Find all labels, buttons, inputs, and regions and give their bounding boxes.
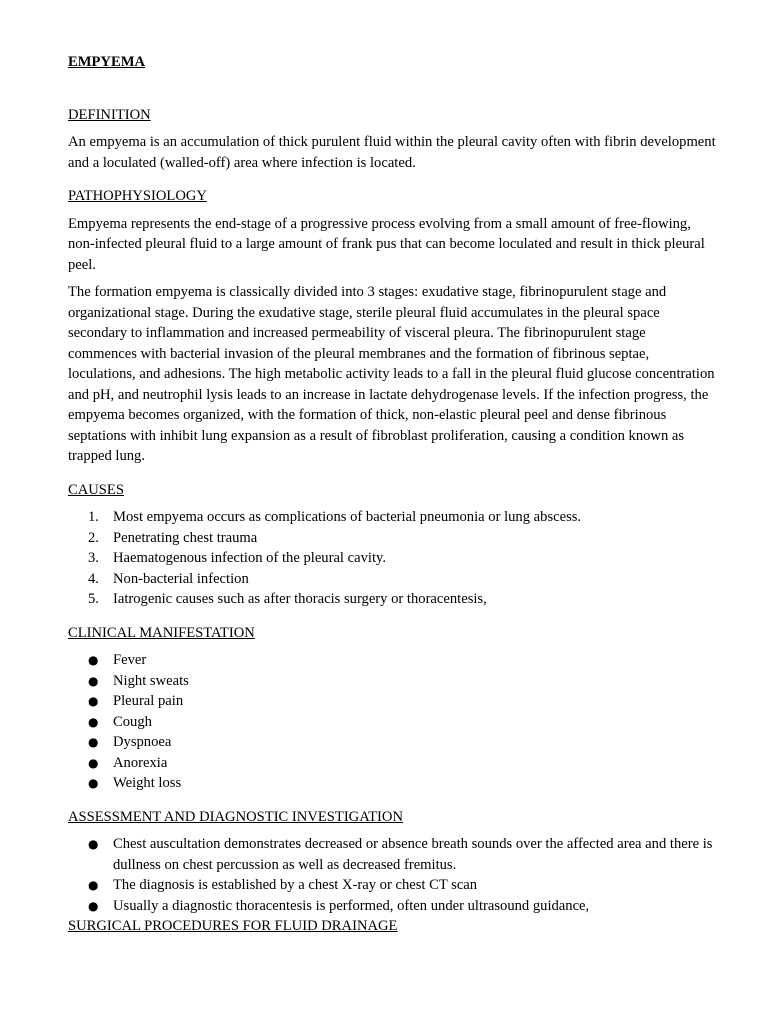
list-item bbox=[68, 671, 716, 692]
list-item-text: Penetrating chest trauma bbox=[113, 529, 258, 546]
list-item bbox=[68, 712, 716, 733]
list-item bbox=[68, 691, 716, 712]
list-item-text: Chest auscultation demonstrates decreased or absence breath sounds over the affected area and there is dullness on chest percussion as well as decreased fremitus. bbox=[113, 836, 713, 873]
bullet-icon: ● bbox=[88, 898, 99, 913]
list-item-text: Haematogenous infection of the pleural cavity. bbox=[113, 550, 386, 566]
list-item bbox=[68, 528, 716, 549]
pathophysiology-paragraph: Empyema represents the end-stage of a progressive process evolving from a small amount of free-flowing, non-infected pleural fluid to a large amount of frank pus that can become loculated and result in thick pleural peel. bbox=[68, 215, 705, 273]
pathophysiology-section bbox=[68, 186, 716, 467]
document-page bbox=[68, 52, 716, 944]
list-item-text: Fever bbox=[113, 652, 147, 668]
list-item bbox=[68, 569, 716, 590]
bullet-icon: ● bbox=[88, 653, 99, 667]
list-item-text: Night sweats bbox=[113, 672, 189, 689]
assessment-section bbox=[68, 807, 716, 917]
list-number: 3. bbox=[88, 550, 99, 566]
bullet-icon: ● bbox=[88, 714, 99, 729]
list-number: 5. bbox=[88, 591, 99, 607]
list-item bbox=[68, 834, 716, 875]
list-item bbox=[68, 896, 716, 917]
list-item-text: Dyspnoea bbox=[113, 734, 172, 750]
assessment-heading: ASSESSMENT AND DIAGNOSTIC INVESTIGATION bbox=[68, 808, 403, 825]
bullet-icon: ● bbox=[88, 694, 99, 708]
causes-list bbox=[68, 507, 716, 610]
bullet-icon: ● bbox=[88, 735, 99, 749]
definition-heading: DEFINITION bbox=[68, 106, 151, 123]
list-item-text: Most empyema occurs as complications of bacterial pneumonia or lung abscess. bbox=[113, 509, 582, 525]
list-item bbox=[68, 548, 716, 569]
list-item-text: Pleural pain bbox=[113, 693, 184, 709]
clinical-list bbox=[68, 650, 716, 794]
list-item bbox=[68, 589, 716, 610]
causes-heading: CAUSES bbox=[68, 481, 124, 498]
list-item-text: Weight loss bbox=[113, 775, 182, 791]
list-item bbox=[68, 732, 716, 753]
list-item bbox=[68, 650, 716, 671]
bullet-icon: ● bbox=[88, 776, 99, 790]
clinical-heading: CLINICAL MANIFESTATION bbox=[68, 624, 255, 641]
list-item bbox=[68, 753, 716, 774]
list-item-text: Non-bacterial infection bbox=[113, 570, 249, 587]
list-item-text: Usually a diagnostic thoracentesis is performed, often under ultrasound guidance, bbox=[113, 897, 590, 914]
list-number: 1. bbox=[88, 509, 99, 525]
bullet-icon: ● bbox=[88, 878, 99, 892]
bullet-icon: ● bbox=[88, 673, 99, 688]
document-title: EMPYEMA bbox=[68, 54, 146, 70]
list-item bbox=[68, 507, 716, 528]
list-item-text: The diagnosis is established by a chest X-ray or chest CT scan bbox=[113, 877, 478, 893]
list-item bbox=[68, 773, 716, 794]
causes-section bbox=[68, 480, 716, 610]
list-item bbox=[68, 875, 716, 896]
definition-text: An empyema is an accumulation of thick purulent fluid within the pleural cavity often with fibrin development and a loculated (walled-off) area where infection is located. bbox=[68, 134, 716, 171]
surgical-heading: SURGICAL PROCEDURES FOR FLUID DRAINAGE bbox=[68, 918, 398, 934]
assessment-list bbox=[68, 834, 716, 916]
bullet-icon: ● bbox=[88, 755, 99, 770]
list-item-text: Anorexia bbox=[113, 754, 168, 771]
bullet-icon: ● bbox=[88, 837, 99, 851]
pathophysiology-heading: PATHOPHYSIOLOGY bbox=[68, 188, 207, 204]
list-item-text: Iatrogenic causes such as after thoracis surgery or thoracentesis, bbox=[113, 591, 487, 607]
list-number: 4. bbox=[88, 570, 99, 587]
clinical-section bbox=[68, 623, 716, 794]
pathophysiology-paragraph: The formation empyema is classically divided into 3 stages: exudative stage, fibrinopurulent stage and organizational stage. During the exudative stage, sterile pleural fluid accumulates in the pleural space secondary to inflammation and increased permeability of visceral pleura. The fibrinopurulent stage commences with bacterial invasion of the pleural membranes and the formation of fibrinous septae, loculations, and adhesions. The high metabolic activity leads to a fall in the pleural fluid glucose concentration and pH, and neutrophil lysis leads to an increase in lactate dehydrogenase levels. If the infection progress, the empyema becomes organized, with the formation of thick, non-elastic pleural peel and dense fibrinous septations with inhibit lung expansion as a result of fibroblast proliferation, causing a condition known as trapped lung. bbox=[68, 284, 715, 464]
list-item-text: Cough bbox=[113, 713, 152, 730]
definition-section bbox=[68, 105, 716, 174]
list-number: 2. bbox=[88, 529, 99, 546]
